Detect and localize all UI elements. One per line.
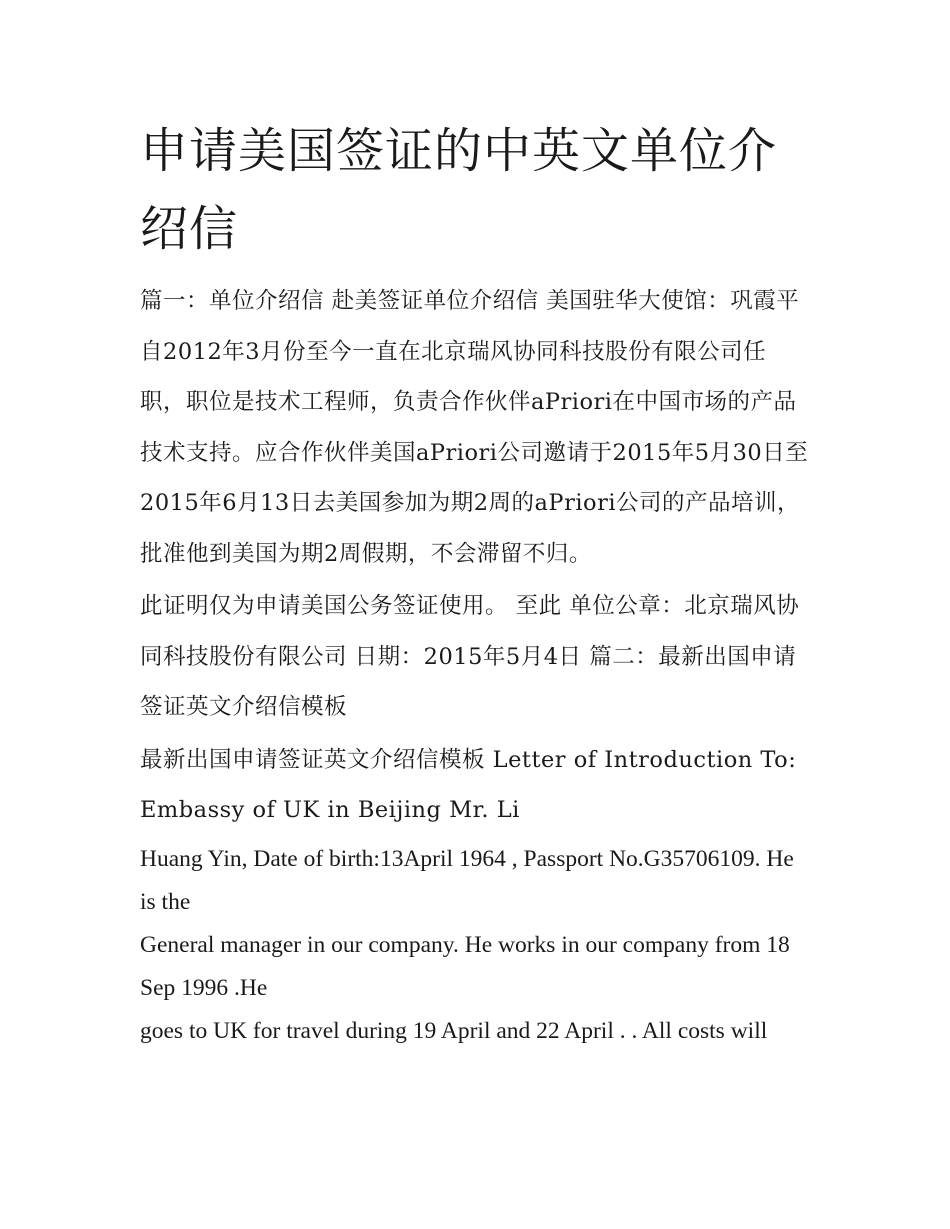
document-body bbox=[140, 276, 812, 1053]
english-line-applicant-details: Huang Yin, Date of birth:13April 1964 , Passport No.G35706109. He is the bbox=[140, 845, 794, 915]
document-title: 申请美国签证的中英文单位介绍信 bbox=[140, 123, 778, 257]
paragraph-certification-usage: 此证明仅为申请美国公务签证使用。 至此 单位公章：北京瑞风协同科技股份有限公司 日期：2015年5月4日 篇二：最新出国申请签证英文介绍信模板 bbox=[140, 593, 800, 720]
paragraph-recommendation-letter: 篇一：单位介绍信 赴美签证单位介绍信 美国驻华大使馆：巩霞平自2012年3月份至今一直在北京瑞风协同科技股份有限公司任职，职位是技术工程师，负责合作伙伴aPriori在中国市场的产品技术支持。应合作伙伴美国aPriori公司邀请于2015年5月30日至2015年6月13日去美国参加为期2周的aPriori公司的产品培训，批准他到美国为期2周假期，不会滞留不归。 bbox=[140, 288, 809, 567]
english-line-travel-dates: goes to UK for travel during 19 April and 22 April . . All costs will bbox=[140, 1017, 768, 1044]
english-line-employment: General manager in our company. He works in our company from 18 Sep 1996 .He bbox=[140, 931, 790, 1001]
paragraph-english-template-intro: 最新出国申请签证英文介绍信模板 Letter of Introduction To: Embassy of UK in Beijing Mr. Li bbox=[140, 746, 797, 823]
